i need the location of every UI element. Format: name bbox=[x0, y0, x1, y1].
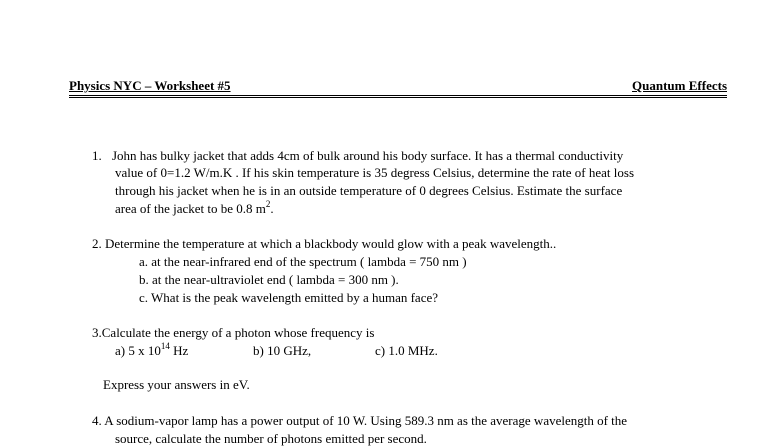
q3-exponent: 14 bbox=[160, 340, 170, 351]
q1-number: 1. bbox=[92, 148, 102, 163]
q2-part-c: c. What is the peak wavelength emitted by a human face? bbox=[139, 290, 438, 305]
worksheet-title: Physics NYC – Worksheet #5 bbox=[69, 78, 231, 93]
q3-part-b: b) 10 GHz, bbox=[253, 343, 312, 358]
q1-line-2: value of 0=1.2 W/m.K . If his skin temperature is 35 degress Celsius, determine the rate of heat loss bbox=[115, 165, 635, 180]
q1-line-1: John has bulky jacket that adds 4cm of bulk around his body surface. It has a thermal conductivity bbox=[112, 148, 624, 163]
q1-exponent: 2 bbox=[265, 198, 271, 209]
q3-stem: 3.Calculate the energy of a photon whose frequency is bbox=[92, 325, 375, 340]
q2-stem: 2. Determine the temperature at which a blackbody would glow with a peak wavelength.. bbox=[92, 236, 557, 251]
q3-note: Express your answers in eV. bbox=[103, 377, 250, 392]
q1-line-4 bbox=[115, 198, 274, 217]
q1-line-3: through his jacket when he is in an outside temperature of 0 degrees Celsius. Estimate the surface bbox=[115, 183, 623, 198]
q3-part-a bbox=[115, 340, 189, 359]
q4-line-1: 4. A sodium-vapor lamp has a power output of 10 W. Using 589.3 nm as the average wavelength of the bbox=[92, 413, 628, 428]
worksheet-header bbox=[69, 78, 727, 96]
q1-line-4-end: . bbox=[270, 201, 274, 216]
q4-line-2: source, calculate the number of photons emitted per second. bbox=[115, 431, 427, 446]
q3-part-a-text: a) 5 x 10 bbox=[115, 343, 161, 358]
worksheet-topic: Quantum Effects bbox=[632, 78, 727, 93]
q3-part-c: c) 1.0 MHz. bbox=[375, 343, 438, 358]
q1-line-4-text: area of the jacket to be 0.8 m bbox=[115, 201, 266, 216]
q2-part-a: a. at the near-infrared end of the spectrum ( lambda = 750 nm ) bbox=[139, 254, 467, 269]
q3-part-a-unit: Hz bbox=[169, 343, 189, 358]
q2-part-b: b. at the near-ultraviolet end ( lambda = 300 nm ). bbox=[139, 272, 399, 287]
